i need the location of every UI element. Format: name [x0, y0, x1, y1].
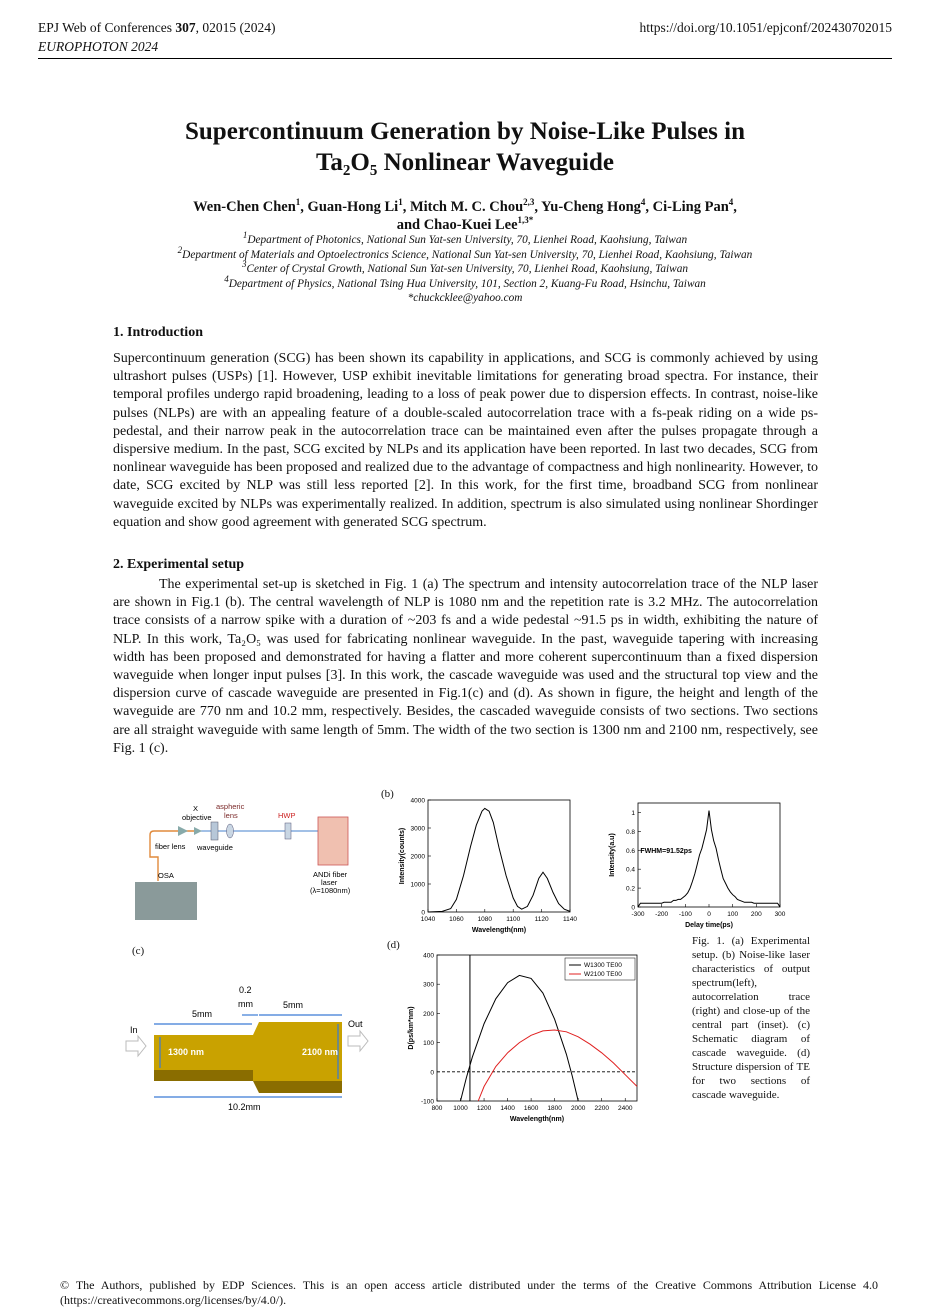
setup-label-laser3: (λ=1080nm)	[310, 886, 351, 895]
schematic-w1: 1300 nm	[168, 1047, 205, 1057]
y-tick-label: 0	[430, 1069, 434, 1077]
x-tick-label: 1040	[420, 916, 436, 923]
fig-label-c: (c)	[132, 945, 145, 957]
y-tick-label: 100	[423, 1040, 434, 1048]
osa-box	[135, 882, 197, 920]
setup-label-hwp: HWP	[278, 811, 296, 820]
affiliation: $^4$Department of Physics, National Tsing Hua University, 101, Section 2, Kuang-Fu Road, Hsinchu, Taiwan	[224, 273, 706, 290]
x-tick-label: 2400	[618, 1105, 633, 1112]
affiliation-list	[60, 230, 870, 306]
fwhm-annotation: FWHM=91.52ps	[640, 848, 692, 856]
x-tick-label: 1100	[506, 916, 521, 923]
y-tick-label: 0	[421, 909, 425, 917]
header-rule	[38, 58, 892, 59]
x-tick-label: 1140	[563, 916, 577, 923]
x-tick-label: 2000	[570, 1105, 586, 1112]
aspheric-lens-icon	[227, 824, 234, 838]
x-tick-label: 1080	[477, 916, 493, 923]
series-line	[638, 811, 780, 907]
waveguide-schematic	[120, 975, 380, 1115]
x-tick-label: 300	[774, 911, 786, 918]
setup-label-laser2: laser	[321, 878, 338, 887]
paper-title: Supercontinuum Generation by Noise-Like Pulses in Ta₂O₅ Nonlinear Waveguide	[184, 118, 746, 176]
x-tick-label: -100	[678, 911, 692, 918]
setup-label-fiber-lens: fiber lens	[155, 842, 186, 851]
x-tick-label: 1000	[453, 1105, 468, 1112]
doi-link[interactable]: https://doi.org/10.1051/epjconf/202430702015	[639, 20, 892, 35]
legend-label: W1300 TE00	[584, 962, 622, 969]
output-arrow-icon	[348, 1031, 368, 1051]
y-axis-label: Intensity(a.u)	[609, 833, 616, 877]
affiliation: $^2$Department of Materials and Optoelectronics Science, National Sun Yat-sen University, 70, Lienhei Road, Kaohsiung, Taiwan	[177, 244, 753, 261]
x-tick-label: 0	[707, 911, 711, 918]
x-tick-label: -300	[631, 911, 645, 918]
x-tick-label: 2200	[594, 1105, 609, 1112]
setup-label-waveguide: waveguide	[197, 843, 233, 852]
laser-box	[318, 817, 348, 865]
x-tick-label: 800	[431, 1105, 443, 1112]
y-tick-label: -100	[420, 1098, 434, 1106]
schematic-len1: 5mm	[192, 1009, 212, 1019]
y-tick-label: 1	[631, 809, 635, 817]
x-tick-label: 1400	[500, 1105, 515, 1112]
y-axis-label: D(ps/km*nm)	[408, 1006, 415, 1050]
y-tick-label: 3000	[410, 825, 425, 833]
setup-label-osa: OSA	[158, 871, 174, 880]
dispersion-chart	[395, 945, 645, 1135]
x-tick-label: 1120	[534, 916, 549, 923]
y-tick-label: 0.8	[625, 828, 635, 836]
y-tick-label: 200	[423, 1010, 434, 1018]
section-1300-side	[154, 1070, 253, 1081]
y-tick-label: 0	[631, 904, 635, 912]
fig-label-d: (d)	[387, 939, 400, 951]
x-tick-label: 100	[727, 911, 739, 918]
x-tick-label: 1800	[547, 1105, 562, 1112]
series-line	[478, 1030, 637, 1101]
author-list: Wen-Chen Chen$^1$, Guan-Hong Li$^1$, Mitch M. C. Chou$^{2,3}$, Yu-Cheng Hong$^4$, Ci-Ling Pan$^4$, and Chao-Kuei Lee$^{1,3*}$	[193, 197, 737, 233]
section-2100-side	[253, 1081, 342, 1093]
y-tick-label: 300	[423, 981, 434, 989]
license-footer: © The Authors, published by EDP Sciences. This is an open access article distributed under the terms of the Creative Commons Attribution License 4.0 (https://creativecommons.org/licenses/by/4.0/).	[60, 1278, 878, 1307]
spectrum-chart	[390, 790, 590, 940]
journal-citation: EPJ Web of Conferences 307, 02015 (2024)	[38, 20, 276, 35]
fig-label-b: (b)	[381, 788, 394, 800]
y-axis-label: Intensity(counts)	[399, 827, 406, 885]
x-axis-label: Wavelength(nm)	[509, 1116, 565, 1123]
schematic-out: Out	[348, 1019, 363, 1029]
input-arrow-icon	[126, 1036, 146, 1056]
hwp-icon	[285, 823, 291, 839]
setup-label-lens: lens	[224, 811, 238, 820]
setup-diagram	[120, 795, 370, 925]
legend-label: W2100 TE00	[584, 971, 622, 978]
waveguide-icon	[211, 822, 218, 840]
objective-lens-icon	[194, 827, 202, 835]
series-line	[428, 808, 570, 912]
schematic-in: In	[130, 1025, 138, 1035]
setup-label-x: X	[193, 804, 199, 813]
x-tick-label: 1600	[523, 1105, 539, 1112]
setup-label-aspheric: aspheric	[216, 802, 245, 811]
autocorrelation-chart	[600, 795, 800, 935]
section-heading-introduction: 1. Introduction	[113, 325, 203, 340]
x-tick-label: 200	[750, 911, 762, 918]
schematic-w2: 2100 nm	[302, 1047, 339, 1057]
affiliation: $^1$Department of Photonics, National Sun Yat-sen University, 70, Lienhei Road, Kaohsiung, Taiwan	[242, 230, 688, 246]
schematic-total: 10.2mm	[228, 1102, 261, 1112]
x-axis-label: Wavelength(nm)	[471, 927, 527, 934]
schematic-len2: 5mm	[283, 1000, 303, 1010]
corresponding-email[interactable]: *chuckcklee@yahoo.com	[407, 292, 523, 304]
schematic-gap2: mm	[238, 999, 253, 1009]
y-tick-label: 1000	[410, 881, 425, 889]
y-tick-label: 2000	[410, 853, 425, 861]
setup-label-objective: objective	[182, 813, 212, 822]
x-axis-label: Delay time(ps)	[685, 922, 733, 929]
y-tick-label: 4000	[410, 797, 425, 805]
plot-frame	[428, 800, 570, 912]
schematic-gap1: 0.2	[239, 985, 252, 995]
y-tick-label: 0.4	[625, 866, 635, 874]
y-tick-label: 0.6	[625, 847, 635, 855]
series-line	[461, 975, 579, 1101]
y-tick-label: 400	[423, 952, 434, 960]
section-heading-experimental-setup: 2. Experimental setup	[113, 557, 245, 572]
conference-name: EUROPHOTON 2024	[38, 39, 159, 54]
x-tick-label: -200	[655, 911, 669, 918]
introduction-paragraph: Supercontinuum generation (SCG) has been shown its capability in applications, and SCG is commonly achieved by using ultrashort pulses (USPs) [1]. However, USP exhibit inevitable limitations for generating broad spectra. For instance, their temporal profiles undergo rapid broadening, leading to a loss of peak power due to dispersion effects. In contrast, noise-like pulses (NLPs) are with an appealing feature of a double-scaled autocorrelation trace with a fs-peak riding on a wide ps-pedestal, and their narrow peak in the autocorrelation trace can be maintained even after the pulses propagate through a dispersive medium. In the past, SCG excited by NLPs and its application have been reported. In last two decades, SCG from nonlinear waveguide has been proposed and realized due to the advantage of compactness and high nonlinearity. However, to date, SCG excited by NLP was still less reported [2]. In this work, for the first time, broadband SCG from nonlinear waveguide excited by NLPs was experimentally realized. In addition, spectrum is also simulated using nonlinear Shordinger equation and show good agreement with generated SCG spectrum.	[113, 351, 818, 530]
figure-caption: Fig. 1. (a) Experimental setup. (b) Noise-like laser characteristics of output spectrum(left), autocorrelation trace (right) and close-up of the central part (inset). (c) Schematic diagram of cascade waveguide. (d) Structure dispersion of TE for two sections of cascade waveguide.	[692, 935, 810, 1101]
x-tick-label: 1200	[476, 1105, 492, 1112]
x-tick-label: 1060	[449, 916, 464, 923]
y-tick-label: 0.2	[625, 885, 635, 893]
experimental-setup-paragraph: The experimental set-up is sketched in Fig. 1 (a) The spectrum and intensity autocorrelation trace of the NLP laser are shown in Fig.1 (b). The central wavelength of NLP is 1080 nm and the repetition rate is 3.2 MHz. The autocorrelation trace consists of a narrow spike with a duration of ~203 fs and a wide pedestal ~91.5 ps in width, exhibiting the nature of NLP. In this work, Ta₂O₅ was used for fabricating nonlinear waveguide. In the past, waveguide tapering with increasing width has been proposed and demonstrated for having a flatter and more coherent supercontinuum than a fixed dispersion waveguide when longer input pulses [3]. In this work, the cascade waveguide was used and the structural top view and the dispersion curve of cascade waveguide are presented in Fig.1(c) and (d). As shown in figure, the height and length of the waveguide are 770 nm and 10.2 mm, respectively. Besides, the cascaded waveguide consists of two sections. Two sections are all straight waveguide with same length of 5mm. The width of the two section is 1300 nm and 2100 nm, respectively, see Fig. 1 (c).	[113, 577, 818, 756]
setup-label-laser1: ANDi fiber	[313, 870, 348, 879]
fiber-lens-icon	[178, 826, 188, 836]
affiliation: $^3$Center of Crystal Growth, National Sun Yat-sen University, 70, Lienhei Road, Kaohsiung, Taiwan	[241, 259, 689, 275]
